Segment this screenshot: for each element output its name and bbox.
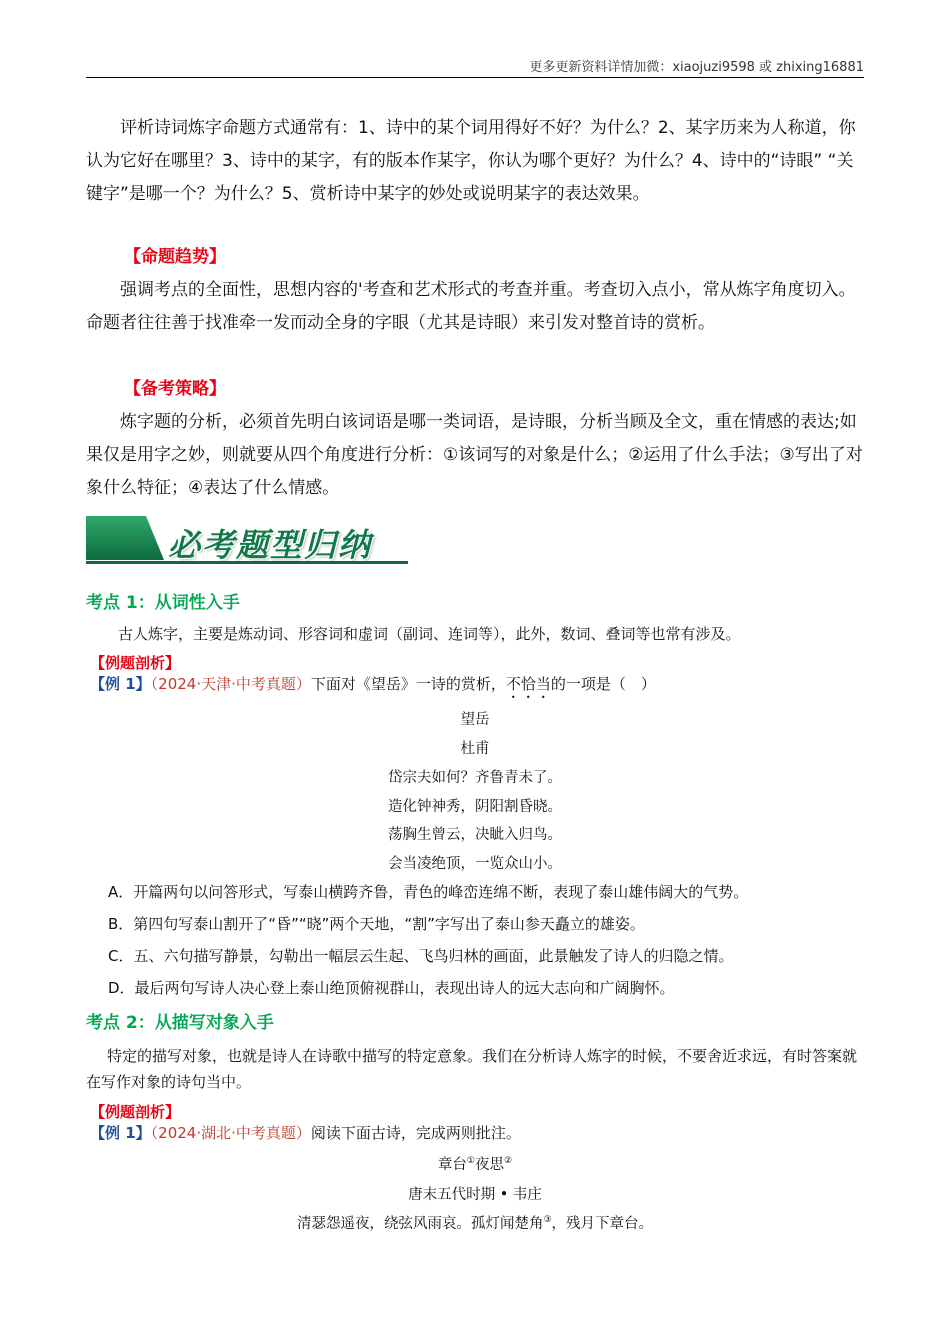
point2-description: 特定的描写对象，也就是诗人在诗歌中描写的特定意象。我们在分析诗人炼字的时候，不要舍近求远，有时答案就在写作对象的诗句当中。 <box>86 1047 858 1091</box>
poem1-line: 会当凌绝顶，一览众山小。 <box>388 856 562 872</box>
poem2-author: 唐末五代时期 • 韦庄 <box>408 1187 542 1203</box>
point1-title: 考点 1：从词性入手 <box>86 593 240 613</box>
point1-example-tag: 【例题剖析】 <box>90 654 181 672</box>
point1-description: 古人炼字，主要是炼动词、形容词和虚词（副词、连词等），此外，数词、叠词等也常有涉及。 <box>118 625 741 643</box>
option-c: C．五、六句描写静景，勾勒出一幅层云生起、飞鸟归林的画面，此景触发了诗人的归隐之情。 <box>108 947 734 965</box>
poem2-title <box>86 1153 864 1174</box>
option-b: B．第四句写泰山割开了“昏”“晓”两个天地，“割”字写出了泰山参天矗立的雄姿。 <box>108 915 645 933</box>
point2-question-text: 阅读下面古诗，完成两则批注。 <box>310 1124 521 1142</box>
poem2-title-part: 夜思 <box>475 1157 504 1173</box>
point1-question-after: 的一项是（ ） <box>550 675 656 693</box>
banner-block-shape <box>86 516 164 560</box>
trend-paragraph: 强调考点的全面性，思想内容的'考查和艺术形式的考查并重。考查切入点小，常从炼字角度切入。命题者往往善于找准牵一发而动全身的字眼（尤其是诗眼）来引发对整首诗的赏析。 <box>86 280 856 333</box>
poem1-author: 杜甫 <box>460 741 490 757</box>
header-divider <box>86 77 864 78</box>
footnote-marker: ② <box>504 1156 513 1167</box>
poem2-title-part: 章台 <box>437 1157 467 1173</box>
point1-question-before: 下面对《望岳》一诗的赏析， <box>310 675 506 693</box>
intro-paragraph: 评析诗词炼字命题方式通常有：1、诗中的某个词用得好不好？为什么？2、某字历来为人称道，你认为它好在哪里？3、诗中的某字，有的版本作某字，你认为哪个更好？为什么？4、诗中的“诗眼” “关键字”是哪一个？为什么？5、赏析诗中某字的妙处或说明某字的表达效果。 <box>86 118 856 204</box>
footnote-marker: ① <box>466 1156 475 1167</box>
option-d: D．最后两句写诗人决心登上泰山绝顶俯视群山，表现出诗人的远大志向和广阔胸怀。 <box>108 979 675 997</box>
point1-example-label: 【例 1】 <box>90 675 151 693</box>
poem2-line-part: ，残月下章台。 <box>551 1216 654 1232</box>
poem2-line-part: 清瑟怨遥夜，绕弦风雨哀。孤灯闻楚角 <box>296 1216 544 1232</box>
trend-label: 【命题趋势】 <box>124 247 226 267</box>
poem1-title: 望岳 <box>460 712 490 728</box>
point2-title: 考点 2：从描写对象入手 <box>86 1013 274 1033</box>
point2-example-label: 【例 1】 <box>90 1124 151 1142</box>
point2-example-source: （2024·湖北·中考真题） <box>150 1124 311 1142</box>
point1-question-emphasis: 不恰当 <box>505 675 551 693</box>
strategy-paragraph: 炼字题的分析，必须首先明白该词语是哪一类词语，是诗眼，分析当顾及全文，重在情感的表达;如果仅是用字之妙，则就要从四个角度进行分析：①该词写的对象是什么；②运用了什么手法；③写出了对象什么特征；④表达了什么情感。 <box>86 412 863 498</box>
poem2-line <box>86 1212 864 1233</box>
page-header-contact: 更多更新资料详情加微：xiaojuzi9598 或 zhixing16881 <box>529 60 864 75</box>
poem1-line: 造化钟神秀，阴阳割昏晓。 <box>388 799 562 815</box>
poem1-line: 岱宗夫如何？齐鲁青未了。 <box>388 770 562 786</box>
option-a: A．开篇两句以问答形式，写泰山横跨齐鲁，青色的峰峦连绵不断，表现了泰山雄伟阔大的气势。 <box>108 883 749 901</box>
point2-example-tag: 【例题剖析】 <box>90 1103 181 1121</box>
point2-question <box>90 1122 521 1144</box>
poem1-line: 荡胸生曾云，决眦入归鸟。 <box>388 827 562 843</box>
banner-title: 必考题型归纳 <box>168 526 373 564</box>
strategy-label: 【备考策略】 <box>124 379 226 399</box>
footnote-marker: ③ <box>543 1215 552 1226</box>
point1-example-source: （2024·天津·中考真题） <box>150 675 311 693</box>
point1-question <box>90 673 656 702</box>
